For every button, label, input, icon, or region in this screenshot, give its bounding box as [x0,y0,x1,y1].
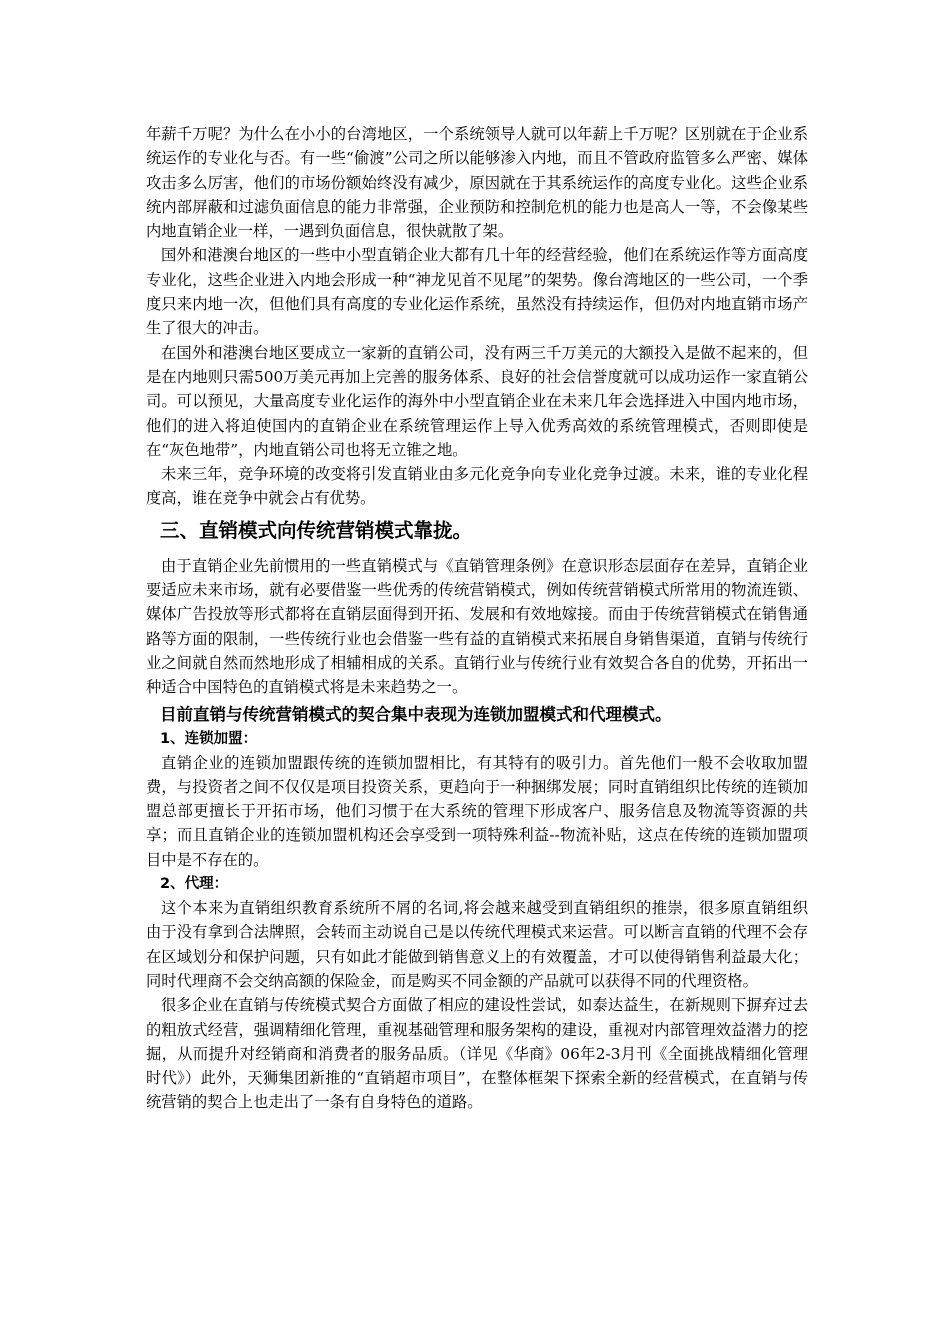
paragraph: 在国外和港澳台地区要成立一家新的直销公司，没有两三千万美元的大额投入是做不起来的，但是在内地则只需500万美元再加上完善的服务体系、良好的社会信誉度就可以成功运作一家直销公司。可以预见，大量高度专业化运作的海外中小型直销企业在未来几年会选择进入中国内地市场，他们的进入将迫使国内的直销企业在系统管理运作上导入优秀高效的系统管理模式，否则即使是在“灰色地带”，内地直销公司也将无立锥之地。 [146,343,808,459]
paragraph: 年薪千万呢？为什么在小小的台湾地区，一个系统领导人就可以年薪上千万呢？区别就在于企业系统运作的专业化与否。有一些“偷渡”公司之所以能够渗入内地，而且不管政府监管多么严密、媒体攻击多么厉害，他们的市场份额始终没有减少，原因就在于其系统运作的高度专业化。这些企业系统内部屏蔽和过滤负面信息的能力非常强，企业预防和控制危机的能力也是高人一等，不会像某些内地直销企业一样，一遇到负面信息，很快就散了架。 [146,125,808,241]
paragraph: 国外和港澳台地区的一些中小型直销企业大都有几十年的经营经验，他们在系统运作等方面高度专业化，这些企业进入内地会形成一种“神龙见首不见尾”的架势。像台湾地区的一些公司，一个季度只来内地一次，但他们具有高度的专业化运作系统，虽然没有持续运作，但仍对内地直销市场产生了很大的冲击。 [146,246,808,338]
sub-heading: 目前直销与传统营销模式的契合集中表现为连锁加盟模式和代理模式。 [160,704,672,724]
section-intro-paragraph: 由于直销企业先前惯用的一些直销模式与《直销管理条例》在意识形态层面存在差异，直销企业要适应未来市场，就有必要借鉴一些优秀的传统营销模式，例如传统营销模式所常用的物流连锁、媒体广告投放等形式都将在直销层面得到开拓、发展和有效地嫁接。而由于传统营销模式在销售通路等方面的限制，一些传统行业也会借鉴一些有益的直销模式来拓展自身销售渠道，直销与传统行业之间就自然而然地形成了相辅相成的关系。直销行业与传统行业有效契合各自的优势，开拓出一种适合中国特色的直销模式将是未来趋势之一。 [146,556,808,697]
item-heading-franchise: 1、连锁加盟： [160,730,258,747]
paragraph: 未来三年，竞争环境的改变将引发直销业由多元化竞争向专业化竞争过渡。未来，谁的专业化程度高，谁在竞争中就会占有优势。 [146,465,808,508]
item-heading-agency: 2、代理： [160,876,229,893]
document-body [146,122,808,1115]
closing-paragraph: 很多企业在直销与传统模式契合方面做了相应的建设性尝试，如泰达益生，在新规则下摒弃过去的粗放式经营，强调精细化管理，重视基础管理和服务架构的建设，重视对内部管理效益潜力的挖掘，从而提升对经销商和消费者的服务品质。（详见《华商》06年2-3月刊《全面挑战精细化管理时代》）此外，天狮集团新推的“直销超市项目”，在整体框架下探索全新的经营模式，在直销与传统营销的契合上也走出了一条有自身特色的道路。 [146,996,808,1112]
section-heading: 三、直销模式向传统营销模式靠拢。 [160,518,473,542]
item-paragraph-franchise: 直销企业的连锁加盟跟传统的连锁加盟相比，有其特有的吸引力。首先他们一般不会收取加盟费，与投资者之间不仅仅是项目投资关系，更趋向于一种捆绑发展；同时直销组织比传统的连锁加盟总部更擅长于开拓市场，他们习惯于在大系统的管理下形成客户、服务信息及物流等资源的共享；而且直销企业的连锁加盟机构还会享受到一项特殊利益--物流补贴，这点在传统的连锁加盟项目中是不存在的。 [146,753,808,869]
item-paragraph-agency: 这个本来为直销组织教育系统所不屑的名词,将会越来越受到直销组织的推崇，很多原直销组织由于没有拿到合法牌照，会转而主动说自己是以传统代理模式来运营。可以断言直销的代理不会存在区域划分和保护问题，只有如此才能做到销售意义上的有效覆盖，才可以使得销售利益最大化；同时代理商不会交纳高额的保险金，而是购买不同金额的产品就可以获得不同的代理资格。 [146,899,808,990]
